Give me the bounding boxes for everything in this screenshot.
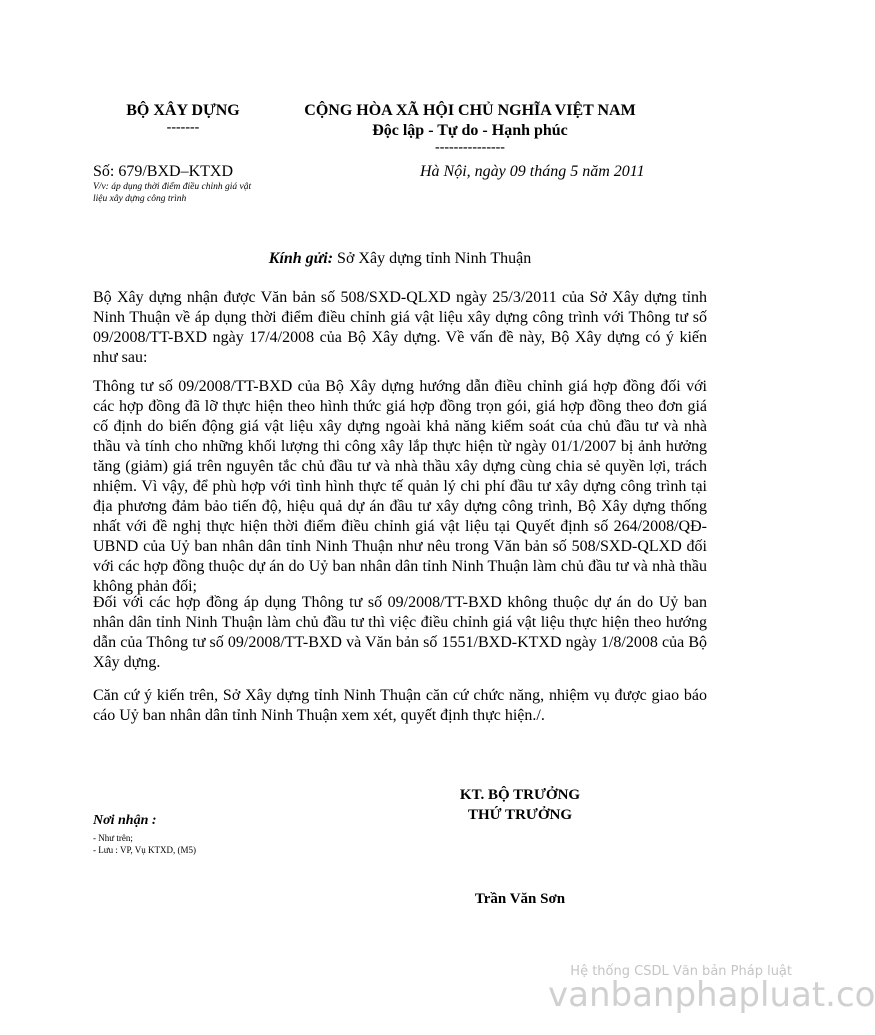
recipient-label: Kính gửi: (268, 250, 334, 267)
subject-line-2: liệu xây dựng công trình (93, 194, 187, 204)
receivers-list (93, 832, 196, 856)
document-date: Hà Nội, ngày 09 tháng 5 năm 2011 (420, 163, 645, 180)
recipient-name: Sở Xây dựng tỉnh Ninh Thuận (333, 250, 532, 267)
national-header (290, 101, 650, 155)
paragraph-1: Bộ Xây dựng nhận được Văn bản số 508/SXD-QLXD ngày 25/3/2011 của Sở Xây dựng tỉnh Ninh Thuận về áp dụng thời điểm điều chỉnh giá vật liệu xây dựng công trình với Thông tư số 09/2008/TT-BXD ngày 17/4/2008 của Bộ Xây dựng. Về vấn đề này, Bộ Xây dựng có ý kiến như sau: (93, 289, 707, 366)
signature-block (420, 785, 620, 825)
motto-separator: --------------- (435, 140, 505, 155)
paragraph-2: Thông tư số 09/2008/TT-BXD của Bộ Xây dựng hướng dẫn điều chỉnh giá hợp đồng đối với các hợp đồng đã lỡ thực hiện theo hình thức giá hợp đồng trọn gói, giá hợp đồng theo đơn giá cố định do biến động giá vật liệu xây dựng ngoài khả năng kiểm soát của chủ đầu tư và nhà thầu và tính cho những khối lượng thi công xây lắp thực hiện từ ngày 01/1/2007 bị ảnh hưởng tăng (giảm) giá trên nguyên tắc chủ đầu tư và nhà thầu xây dựng cùng chia sẻ quyền lợi, trách nhiệm. Vì vậy, để phù hợp với tình hình thực tế quản lý chi phí đầu tư xây dựng công trình tại địa phương đảm bảo tiến độ, hiệu quả dự án đầu tư xây dựng công trình, Bộ Xây dựng thống nhất với đề nghị thực hiện thời điểm điều chỉnh giá vật liệu tại Quyết định số 264/2008/QĐ-UBND của Uỷ ban nhân dân tỉnh Ninh Thuận như nêu trong Văn bản số 508/SXD-QLXD đối với các hợp đồng thuộc dự án do Uỷ ban nhân dân tỉnh Ninh Thuận làm chủ đầu tư và nhà thầu không phản đối; (93, 378, 707, 595)
signature-title-2: THỨ TRƯỞNG (467, 807, 573, 823)
recipient-line (0, 250, 800, 268)
paragraph-3: Đối với các hợp đồng áp dụng Thông tư số 09/2008/TT-BXD không thuộc dự án do Uỷ ban nhân dân tỉnh Ninh Thuận làm chủ đầu tư thì việc điều chỉnh giá vật liệu thực hiện theo hướng dẫn của Thông tư số 09/2008/TT-BXD và Văn bản số 1551/BXD-KTXD ngày 1/8/2008 của Bộ Xây dựng. (93, 594, 707, 671)
document-subject (93, 181, 293, 205)
receiver-item: - Lưu : VP, Vụ KTXD, (M5) (93, 845, 197, 855)
receiver-item: - Như trên; (93, 833, 133, 843)
document-number: Số: 679/BXD–KTXD (93, 163, 234, 180)
motto: Độc lập - Tự do - Hạnh phúc (372, 122, 568, 139)
subject-line-1: V/v: áp dụng thời điểm điều chỉnh giá vật (93, 182, 252, 192)
nation-title: CỘNG HÒA XÃ HỘI CHỦ NGHĨA VIỆT NAM (304, 102, 636, 119)
receivers-label: Nơi nhận : (93, 813, 157, 828)
signer-name: Trần Văn Sơn (474, 891, 566, 907)
watermark-caption: Hệ thống CSDL Văn bản Pháp luật (570, 964, 792, 979)
watermark-site: vanbanphapluat.co (548, 975, 875, 1015)
issuer-block (118, 101, 248, 135)
ministry-name: BỘ XÂY DỰNG (126, 102, 240, 119)
signature-title-1: KT. BỘ TRƯỞNG (459, 787, 581, 803)
ministry-separator: ------- (166, 120, 200, 135)
paragraph-4: Căn cứ ý kiến trên, Sở Xây dựng tỉnh Ninh Thuận căn cứ chức năng, nhiệm vụ được giao báo cáo Uỷ ban nhân dân tỉnh Ninh Thuận xem xét, quyết định thực hiện./. (93, 687, 707, 724)
